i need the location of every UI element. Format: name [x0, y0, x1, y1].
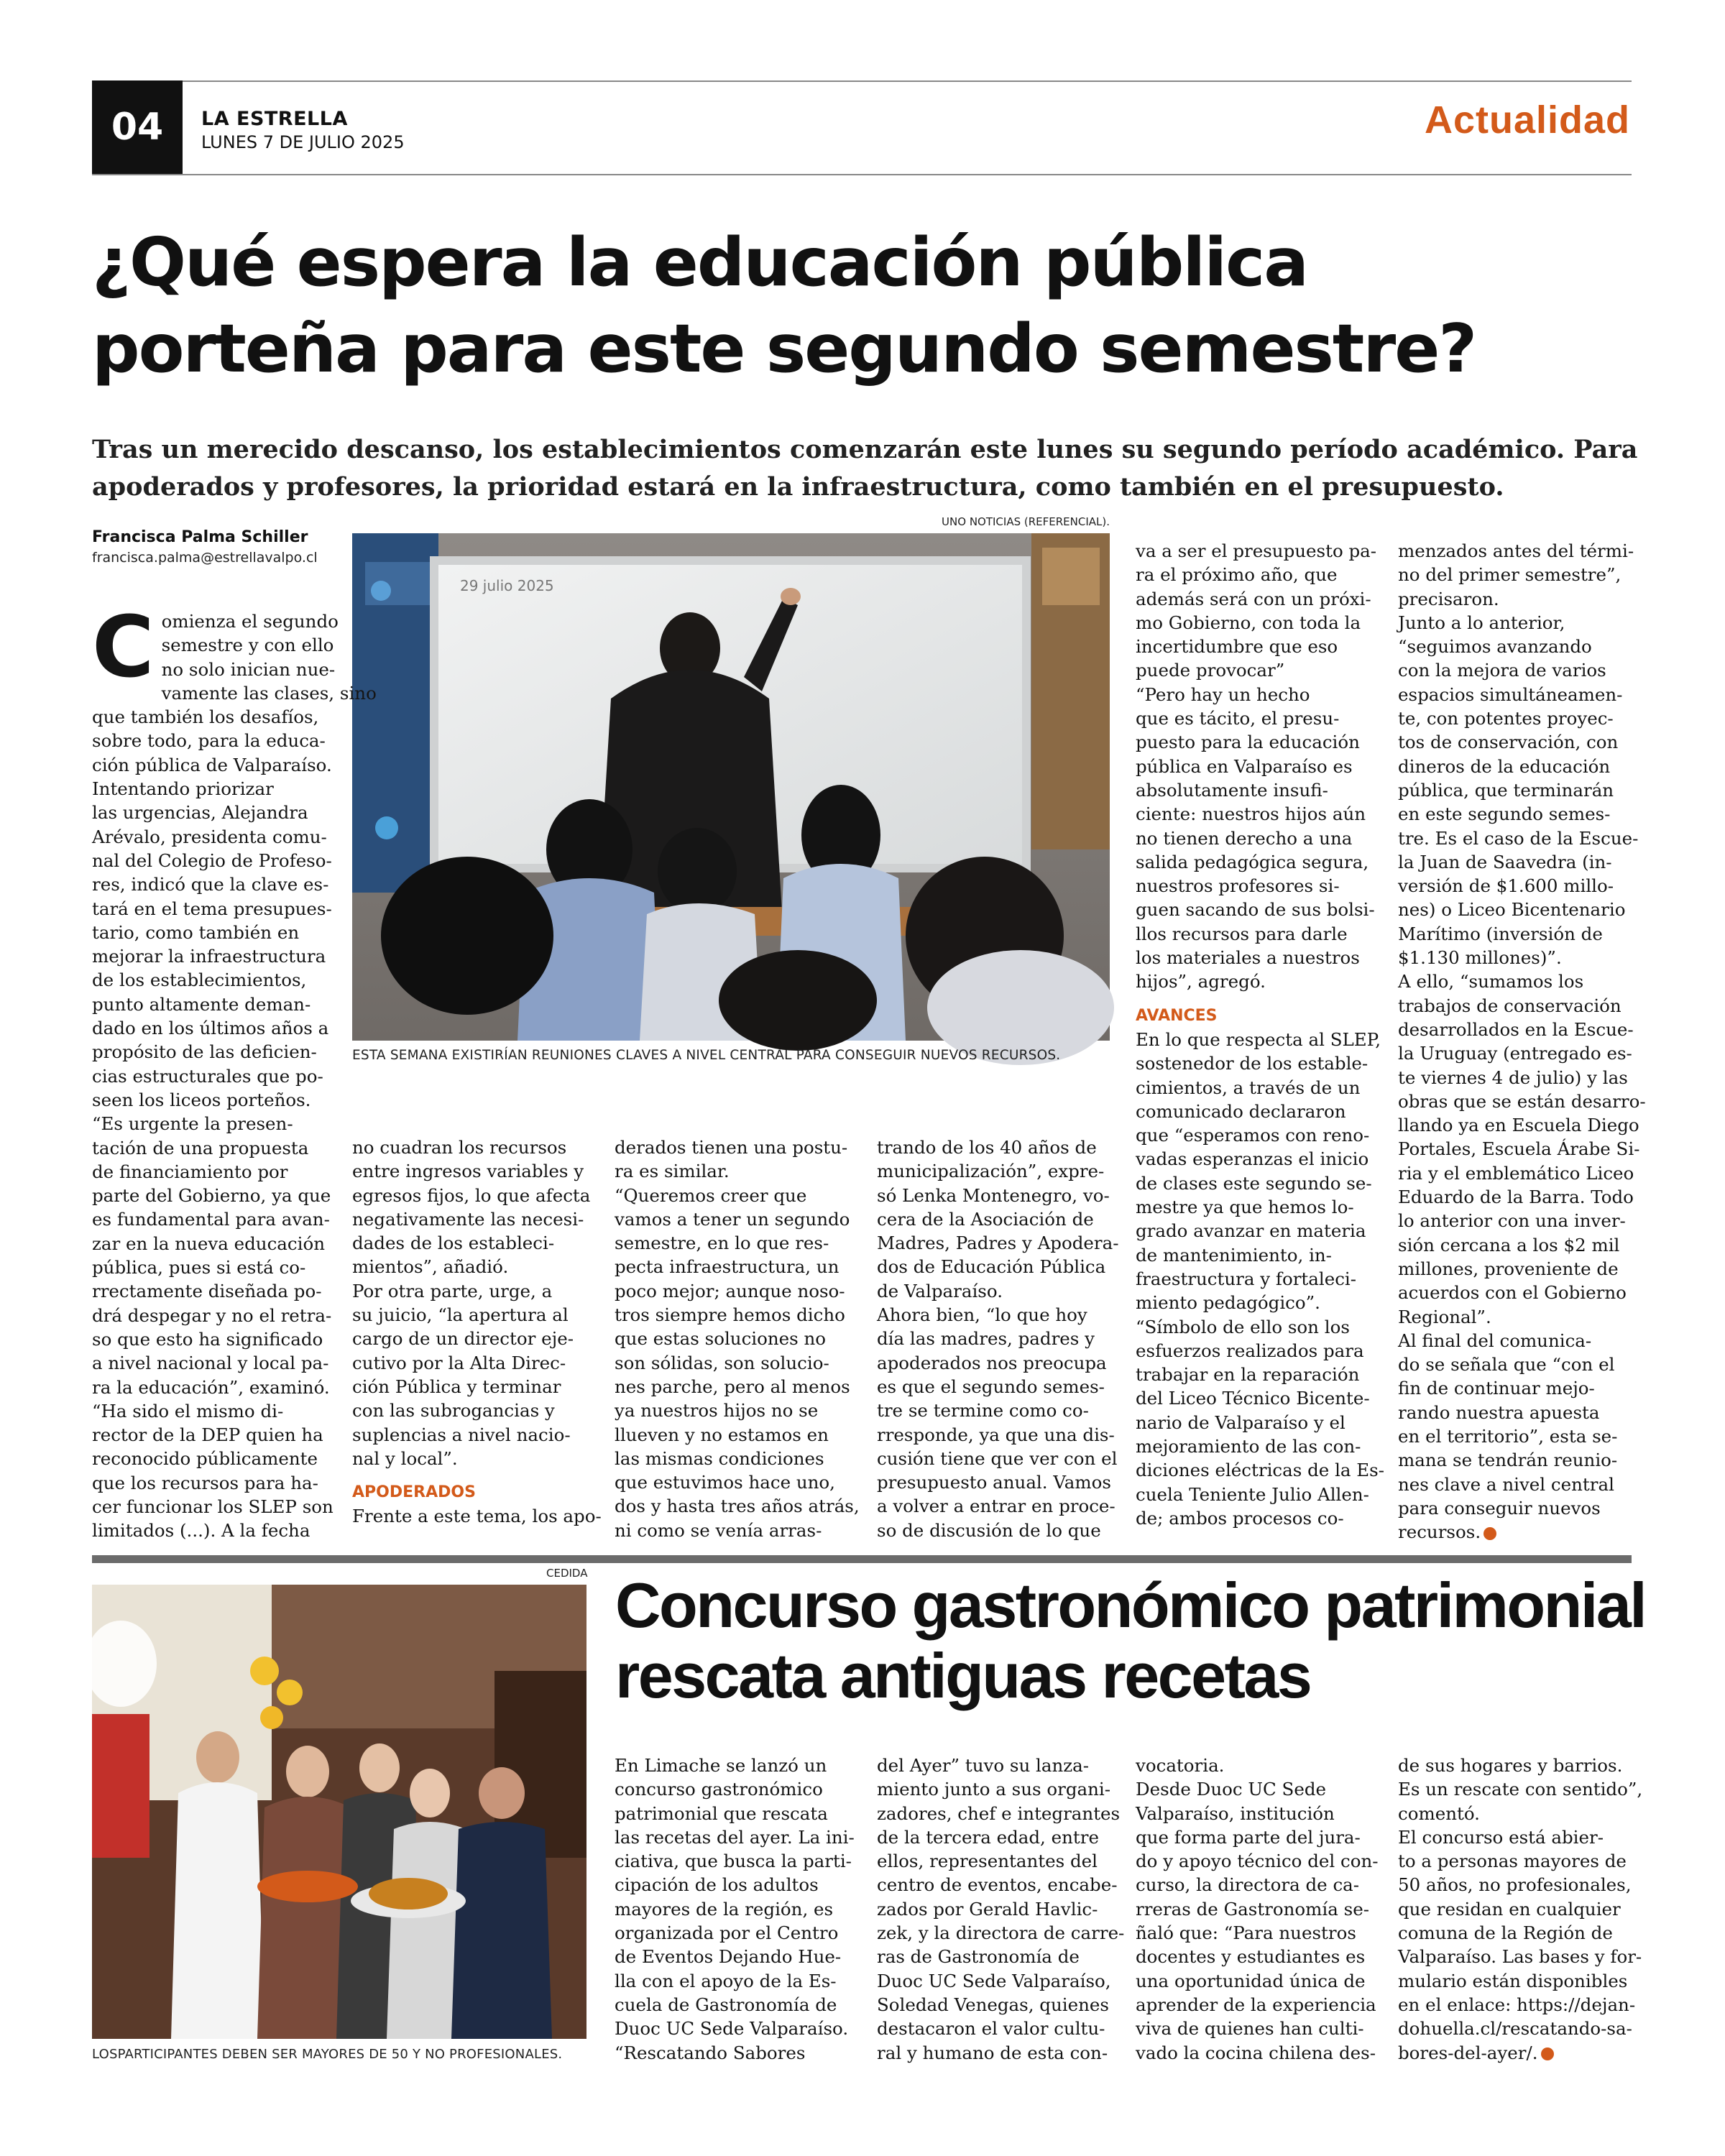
text-line: para conseguir nuevos [1398, 1497, 1601, 1519]
contest-column-3 [1136, 1754, 1379, 2065]
text-line: esfuerzos realizados para [1136, 1340, 1364, 1361]
text-line: con la mejora de varios [1398, 660, 1606, 681]
text-line: no solo inician nue- [161, 658, 336, 680]
text-line: curso, la directora de ca- [1136, 1874, 1360, 1896]
headline-line-1: ¿Qué espera la educación pública [92, 224, 1307, 301]
deck-line-2: apoderados y profesores, la prioridad estará en la infraestructura, como también en el presupuesto. [92, 472, 1504, 502]
text-line: do y apoyo técnico del con- [1136, 1851, 1379, 1872]
text-line: Desde Duoc UC Sede [1136, 1779, 1327, 1800]
text-line: fin de continuar mejo- [1398, 1378, 1595, 1399]
text-line: ya nuestros hijos no se [615, 1400, 819, 1422]
text-line: só Lenka Montenegro, vo- [877, 1184, 1110, 1206]
column-3-text [615, 1135, 860, 1542]
article-headline [92, 219, 1637, 392]
text-line: comentó. [1398, 1802, 1480, 1824]
column-2-tail: Frente a este tema, los apo- [352, 1506, 602, 1527]
text-line: del Liceo Técnico Bicente- [1136, 1388, 1370, 1409]
text-line: incertidumbre que eso [1136, 636, 1338, 658]
section-label: Actualidad [1424, 98, 1630, 142]
text-line: apoderados nos preocupa [877, 1352, 1107, 1373]
column-4-text [877, 1135, 1119, 1542]
text-line: es fundamental para avan- [92, 1209, 330, 1230]
text-line: las mismas condiciones [615, 1447, 824, 1469]
text-line: tos de conservación, con [1398, 732, 1619, 753]
text-line: Duoc UC Sede Valparaíso, [877, 1970, 1111, 1991]
contest-illustration [92, 1585, 586, 2039]
text-line: en este segundo semes- [1398, 803, 1611, 825]
text-line: patrimonial que rescata [615, 1802, 828, 1824]
text-line: nario de Valparaíso y el [1136, 1411, 1346, 1433]
text-line: los materiales a nuestros [1136, 947, 1360, 969]
page-number: 04 [92, 80, 183, 174]
text-line: Portales, Escuela Árabe Si- [1398, 1138, 1640, 1160]
text-line: mientos”, añadió. [352, 1256, 509, 1278]
text-line: Es un rescate con sentido”, [1398, 1779, 1643, 1800]
text-line: comuna de la Región de [1398, 1922, 1613, 1944]
contest-photo [92, 1585, 586, 2039]
text-line: que estas soluciones no [615, 1328, 827, 1350]
contest-column-2 [877, 1754, 1125, 2065]
text-line: punto altamente deman- [92, 993, 311, 1015]
text-line: cargo de un director eje- [352, 1328, 574, 1350]
text-line: dado en los últimos años a [92, 1018, 329, 1039]
text-line: zek, y la directora de carre- [877, 1922, 1125, 1944]
text-line: mo Gobierno, con toda la [1136, 612, 1361, 633]
column-6-text [1398, 539, 1646, 1544]
text-line: Valparaíso, institución [1136, 1802, 1335, 1824]
text-line: una oportunidad única de [1136, 1970, 1366, 1991]
text-line: “Es urgente la presen- [92, 1113, 293, 1135]
text-line: zados por Gerald Havlic- [877, 1898, 1098, 1920]
text-line: mestre ya que hemos lo- [1136, 1197, 1354, 1218]
text-line: semestre y con ello [161, 635, 334, 656]
whiteboard-text: 29 julio 2025 [460, 577, 554, 594]
article-deck [92, 431, 1644, 506]
text-line: recursos. [1398, 1520, 1632, 1544]
text-line: cer funcionar los SLEP son [92, 1496, 334, 1517]
text-line: te, con potentes proyec- [1398, 708, 1614, 729]
text-line: suplencias a nivel nacio- [352, 1424, 571, 1445]
text-line: de clases este segundo se- [1136, 1172, 1372, 1194]
text-line: Soledad Venegas, quienes [877, 1994, 1109, 2015]
text-line: semestre, en lo que res- [615, 1233, 829, 1254]
text-line: entre ingresos variables y [352, 1161, 584, 1182]
text-line: ras de Gastronomía de [877, 1946, 1080, 1968]
text-line: 50 años, no profesionales, [1398, 1874, 1632, 1896]
text-line: concurso gastronómico [615, 1779, 823, 1800]
text-line: lla con el apoyo de la Es- [615, 1970, 837, 1991]
text-line: rrectamente diseñada po- [92, 1281, 322, 1302]
text-line: dos y hasta tres años atrás, [615, 1496, 860, 1517]
text-line: ciente: nuestros hijos aún [1136, 803, 1366, 825]
text-line: ra la educación”, examinó. [92, 1376, 330, 1398]
column-1-text [92, 633, 377, 1542]
contest-column-1 [615, 1754, 855, 2065]
text-line: Al final del comunica- [1398, 1330, 1592, 1351]
text-line: te viernes 4 de julio) y las [1398, 1067, 1628, 1088]
text-line: $1.130 millones)”. [1398, 947, 1562, 969]
text-line: es que el segundo semes- [877, 1376, 1105, 1397]
text-line: so de discusión de lo que [877, 1519, 1101, 1541]
text-line: En lo que respecta al SLEP, [1136, 1028, 1381, 1050]
first-line: omienza el segundo [161, 611, 339, 632]
column-2-text [352, 1135, 591, 1470]
text-line: ral y humano de esta con- [877, 2042, 1108, 2063]
text-line: municipalización”, expre- [877, 1161, 1105, 1182]
text-line: cias estructurales que po- [92, 1065, 323, 1087]
text-line: de financiamiento por [92, 1161, 288, 1182]
text-line: miento pedagógico”. [1136, 1292, 1320, 1314]
text-line: del Ayer” tuvo su lanza- [877, 1755, 1090, 1776]
text-line: zadores, chef e integrantes [877, 1802, 1121, 1824]
text-line: Arévalo, presidenta comu- [92, 826, 327, 847]
text-line: espacios simultáneamen- [1398, 683, 1623, 705]
text-line: hijos”, agregó. [1136, 971, 1266, 992]
deck-line-1: Tras un merecido descanso, los establecimientos comenzarán este lunes su segundo período académico. Para [92, 435, 1638, 464]
text-line: rando nuestra apuesta [1398, 1401, 1600, 1423]
text-line: rector de la DEP quien ha [92, 1424, 323, 1446]
text-line: res, indicó que la clave es- [92, 874, 329, 895]
text-line: no del primer semestre”, [1398, 564, 1622, 586]
text-line: Ahora bien, “lo que hoy [877, 1304, 1087, 1326]
contest-column-1-text [615, 1754, 855, 2065]
text-line: Intentando priorizar [92, 778, 274, 800]
text-line: pública en Valparaíso es [1136, 755, 1353, 777]
text-line: llando ya en Escuela Diego [1398, 1115, 1639, 1136]
text-line: pública, pues si está co- [92, 1257, 306, 1279]
contest-headline-line-1: Concurso gastronómico patrimonial [615, 1570, 1646, 1641]
text-line: no tienen derecho a una [1136, 827, 1353, 849]
text-line: ción Pública y terminar [352, 1376, 561, 1397]
text-line: nes) o Liceo Bicentenario [1398, 899, 1626, 921]
text-line: En Limache se lanzó un [615, 1755, 827, 1776]
text-line: rresponde, ya que una dis- [877, 1424, 1115, 1445]
text-line: acuerdos con el Gobierno [1398, 1282, 1627, 1304]
text-line: pública, que terminarán [1398, 779, 1614, 801]
text-line: cuela Teniente Julio Allen- [1136, 1483, 1369, 1505]
text-line: Marítimo (inversión de [1398, 923, 1603, 944]
text-line: versión de $1.600 millo- [1398, 875, 1614, 897]
column-5-text-a [1136, 539, 1377, 994]
text-line: la Uruguay (entregado es- [1398, 1043, 1632, 1064]
text-line: que es tácito, el presu- [1136, 708, 1340, 729]
text-line: pecta infraestructura, un [615, 1256, 840, 1278]
text-line: mejorar la infraestructura [92, 946, 326, 967]
text-line: nuestros profesores si- [1136, 875, 1340, 897]
text-line: cimientos, a través de un [1136, 1077, 1361, 1098]
text-line: sostenedor de los estable- [1136, 1053, 1368, 1074]
text-line: guen sacando de sus bolsi- [1136, 899, 1375, 921]
text-line: tario, como también en [92, 921, 300, 943]
text-line: bores-del-ayer/. [1398, 2041, 1632, 2065]
text-line: nes clave a nivel central [1398, 1473, 1614, 1495]
text-line: so que esto ha significado [92, 1328, 323, 1350]
text-line: Valparaíso. Las bases y for- [1398, 1946, 1642, 1968]
text-line: poco mejor; aunque noso- [615, 1280, 845, 1302]
text-line: ciativa, que busca la parti- [615, 1851, 852, 1872]
subheading-apoderados: APODERADOS [352, 1483, 476, 1502]
text-line: organizada por el Centro [615, 1922, 839, 1944]
text-line: nal del Colegio de Profeso- [92, 849, 332, 871]
text-line: son sólidas, son solucio- [615, 1352, 829, 1373]
text-line: cusión tiene que ver con el [877, 1447, 1118, 1469]
text-line: nal y local”. [352, 1447, 458, 1469]
article-column-2 [352, 1135, 602, 1529]
text-line: cera de la Asociación de [877, 1208, 1094, 1230]
contest-photo-caption: LOSPARTICIPANTES DEBEN SER MAYORES DE 50 Y NO PROFESIONALES. [92, 2047, 563, 2062]
contest-column-3-text [1136, 1754, 1379, 2065]
text-line: de Eventos Dejando Hue- [615, 1946, 842, 1968]
text-line: millones, proveniente de [1398, 1258, 1619, 1279]
drop-cap: C [92, 597, 155, 696]
text-line: sobre todo, para la educa- [92, 730, 326, 752]
text-line: la Juan de Saavedra (in- [1398, 851, 1612, 872]
text-line: ria y el emblemático Liceo [1398, 1162, 1634, 1184]
text-line: destacaron el valor cultu- [877, 2018, 1105, 2040]
text-line: negativamente las necesi- [352, 1208, 584, 1230]
text-line: cuela de Gastronomía de [615, 1994, 837, 2015]
text-line: egresos fijos, lo que afecta [352, 1184, 591, 1206]
text-line: además será con un próxi- [1136, 588, 1371, 609]
text-line: que también los desafíos, [92, 706, 319, 728]
text-line: diciones eléctricas de la Es- [1136, 1460, 1385, 1481]
text-line: tre se termine como co- [877, 1400, 1089, 1422]
text-line: centro de eventos, encabe- [877, 1874, 1118, 1896]
text-line: que forma parte del jura- [1136, 1826, 1361, 1848]
text-line: dohuella.cl/rescatando-sa- [1398, 2018, 1632, 2040]
text-line: a volver a entrar en proce- [877, 1496, 1116, 1517]
text-line: tre. Es el caso de la Escue- [1398, 827, 1639, 849]
article-column-1 [92, 597, 377, 1543]
text-line: lo anterior con una inver- [1398, 1210, 1626, 1232]
text-line: que “esperamos con reno- [1136, 1125, 1370, 1146]
text-line: ción pública de Valparaíso. [92, 754, 332, 775]
text-line: que residan en cualquier [1398, 1898, 1621, 1920]
text-line: va a ser el presupuesto pa- [1136, 540, 1377, 561]
contest-column-4-text [1398, 1754, 1643, 2065]
text-line: vamente las clases, sino [161, 682, 377, 704]
text-line: su juicio, “la apertura al [352, 1304, 569, 1326]
text-line: ñaló que: “Para nuestros [1136, 1922, 1356, 1944]
text-line: mulario están disponibles [1398, 1970, 1628, 1991]
text-line: las urgencias, Alejandra [92, 802, 308, 824]
text-line: drá despegar y no el retra- [92, 1304, 332, 1326]
text-line: propósito de las deficien- [92, 1041, 317, 1063]
text-line: Duoc UC Sede Valparaíso. [615, 2018, 849, 2040]
text-line: miento junto a sus organi- [877, 1779, 1111, 1800]
text-line: dades de los estableci- [352, 1233, 555, 1254]
text-line: mayores de la región, es [615, 1898, 834, 1920]
text-line: de; ambos procesos co- [1136, 1507, 1344, 1529]
text-line: de sus hogares y barrios. [1398, 1755, 1623, 1776]
text-line: sión cercana a los $2 mil [1398, 1234, 1620, 1256]
text-line: cipación de los adultos [615, 1874, 819, 1896]
text-line: de los establecimientos, [92, 969, 307, 991]
text-line: ellos, representantes del [877, 1851, 1098, 1872]
text-line: cutivo por la Alta Direc- [352, 1352, 566, 1373]
article-column-5 [1136, 539, 1385, 1530]
text-line: zar en la nueva educación [92, 1233, 325, 1254]
text-line: que estuvimos hace uno, [615, 1472, 835, 1493]
text-line: llos recursos para darle [1136, 923, 1348, 944]
text-line: tación de una propuesta [92, 1137, 309, 1158]
text-line: presupuesto anual. Vamos [877, 1472, 1111, 1493]
text-line: de mantenimiento, in- [1136, 1244, 1332, 1266]
text-line: “Queremos creer que [615, 1184, 807, 1206]
text-line: to a personas mayores de [1398, 1851, 1627, 1872]
author-email: francisca.palma@estrellavalpo.cl [92, 550, 318, 566]
text-line: menzados antes del térmi- [1398, 540, 1634, 561]
text-line: puesto para la educación [1136, 732, 1360, 753]
issue-date: LUNES 7 DE JULIO 2025 [201, 132, 405, 152]
text-line: trabajar en la reparación [1136, 1364, 1360, 1386]
section-divider [92, 1555, 1632, 1563]
text-line: desarrollados en la Escue- [1398, 1018, 1634, 1040]
text-line: que los recursos para ha- [92, 1472, 318, 1493]
text-line: mana se tendrán reunio- [1398, 1450, 1618, 1471]
text-line: viva de quienes han culti- [1136, 2018, 1364, 2040]
text-line: do se señala que “con el [1398, 1354, 1615, 1376]
article-column-6 [1398, 539, 1646, 1544]
text-line: Por otra parte, urge, a [352, 1280, 553, 1302]
article-column-4 [877, 1135, 1119, 1542]
text-line: ra es similar. [615, 1161, 730, 1182]
text-line: de Valparaíso. [877, 1280, 1003, 1302]
photo-caption: ESTA SEMANA EXISTIRÍAN REUNIONES CLAVES A NIVEL CENTRAL PARA CONSEGUIR NUEVOS RECURSOS. [352, 1048, 1061, 1063]
author-name: Francisca Palma Schiller [92, 528, 308, 546]
text-line: trabajos de conservación [1398, 995, 1622, 1016]
photo-credit-2: CEDIDA [546, 1567, 588, 1580]
text-line: precisaron. [1398, 588, 1499, 609]
text-line: “Símbolo de ello son los [1136, 1316, 1350, 1337]
contest-headline-line-2: rescata antiguas recetas [615, 1640, 1311, 1711]
text-line: “seguimos avanzando [1398, 636, 1592, 658]
classroom-illustration [352, 533, 1110, 1041]
article-column-3 [615, 1135, 860, 1542]
contest-column-4 [1398, 1754, 1643, 2065]
text-line: tará en el tema presupues- [92, 898, 332, 919]
text-line: nes parche, pero al menos [615, 1376, 850, 1397]
text-line: Regional”. [1398, 1306, 1491, 1327]
text-line: llueven y no estamos en [615, 1424, 829, 1445]
text-line: las recetas del ayer. La ini- [615, 1826, 855, 1848]
text-line: Eduardo de la Barra. Todo [1398, 1187, 1634, 1208]
contest-column-2-text [877, 1754, 1125, 2065]
text-line: rreras de Gastronomía se- [1136, 1898, 1369, 1920]
text-line: ni como se venía arras- [615, 1519, 822, 1541]
text-line: con las subrogancias y [352, 1400, 555, 1422]
text-line: vocatoria. [1136, 1755, 1225, 1776]
column-5-text-b [1136, 1028, 1385, 1530]
text-line: puede provocar” [1136, 660, 1285, 681]
end-of-article-icon [1484, 1527, 1496, 1540]
text-line: ra el próximo año, que [1136, 564, 1338, 586]
text-line: grado avanzar en materia [1136, 1220, 1366, 1242]
text-line: “Rescatando Sabores [615, 2042, 806, 2063]
contest-headline [615, 1570, 1646, 1711]
text-line: no cuadran los recursos [352, 1137, 567, 1158]
text-line: a nivel nacional y local pa- [92, 1353, 329, 1374]
headline-line-2: porteña para este segundo semestre? [92, 310, 1476, 387]
text-line: mejoramiento de las con- [1136, 1435, 1361, 1457]
text-line: comunicado declararon [1136, 1100, 1346, 1122]
text-line: El concurso está abier- [1398, 1826, 1604, 1848]
text-line: parte del Gobierno, ya que [92, 1185, 331, 1207]
text-line: en el enlace: https://dejan- [1398, 1994, 1636, 2015]
header-top-rule [92, 80, 1632, 82]
text-line: aprender de la experiencia [1136, 1994, 1376, 2015]
text-line: trando de los 40 años de [877, 1137, 1097, 1158]
text-line: fraestructura y fortaleci- [1136, 1268, 1357, 1289]
header-bottom-rule [92, 174, 1632, 175]
newspaper-name: LA ESTRELLA [201, 108, 348, 130]
text-line: obras que se están desarro- [1398, 1090, 1646, 1112]
text-line: salida pedagógica segura, [1136, 851, 1369, 872]
text-line: limitados (...). A la fecha [92, 1520, 310, 1542]
text-line: día las madres, padres y [877, 1328, 1095, 1350]
text-line: “Pero hay un hecho [1136, 683, 1310, 705]
text-line: vado la cocina chilena des- [1136, 2042, 1376, 2063]
photo-credit: UNO NOTICIAS (REFERENCIAL). [942, 515, 1110, 528]
text-line: A ello, “sumamos los [1398, 971, 1584, 992]
text-line: Madres, Padres y Apodera- [877, 1233, 1119, 1254]
text-line: vamos a tener un segundo [615, 1208, 850, 1230]
text-line: “Ha sido el mismo di- [92, 1400, 284, 1422]
text-line: derados tienen una postu- [615, 1137, 848, 1158]
end-of-article-icon [1541, 2047, 1554, 2060]
text-line: docentes y estudiantes es [1136, 1946, 1366, 1968]
text-line: absolutamente insufi- [1136, 779, 1328, 801]
text-line: dineros de la educación [1398, 755, 1611, 777]
text-line: Junto a lo anterior, [1398, 612, 1565, 633]
text-line: de la tercera edad, entre [877, 1826, 1099, 1848]
text-line: seen los liceos porteños. [92, 1089, 311, 1110]
text-line: reconocido públicamente [92, 1448, 318, 1470]
subheading-avances: AVANCES [1136, 1006, 1218, 1025]
text-line: tros siempre hemos dicho [615, 1304, 845, 1326]
classroom-photo [352, 533, 1110, 1041]
text-line: dos de Educación Pública [877, 1256, 1106, 1278]
text-line: vadas esperanzas el inicio [1136, 1148, 1369, 1170]
text-line: en el territorio”, esta se- [1398, 1425, 1618, 1447]
